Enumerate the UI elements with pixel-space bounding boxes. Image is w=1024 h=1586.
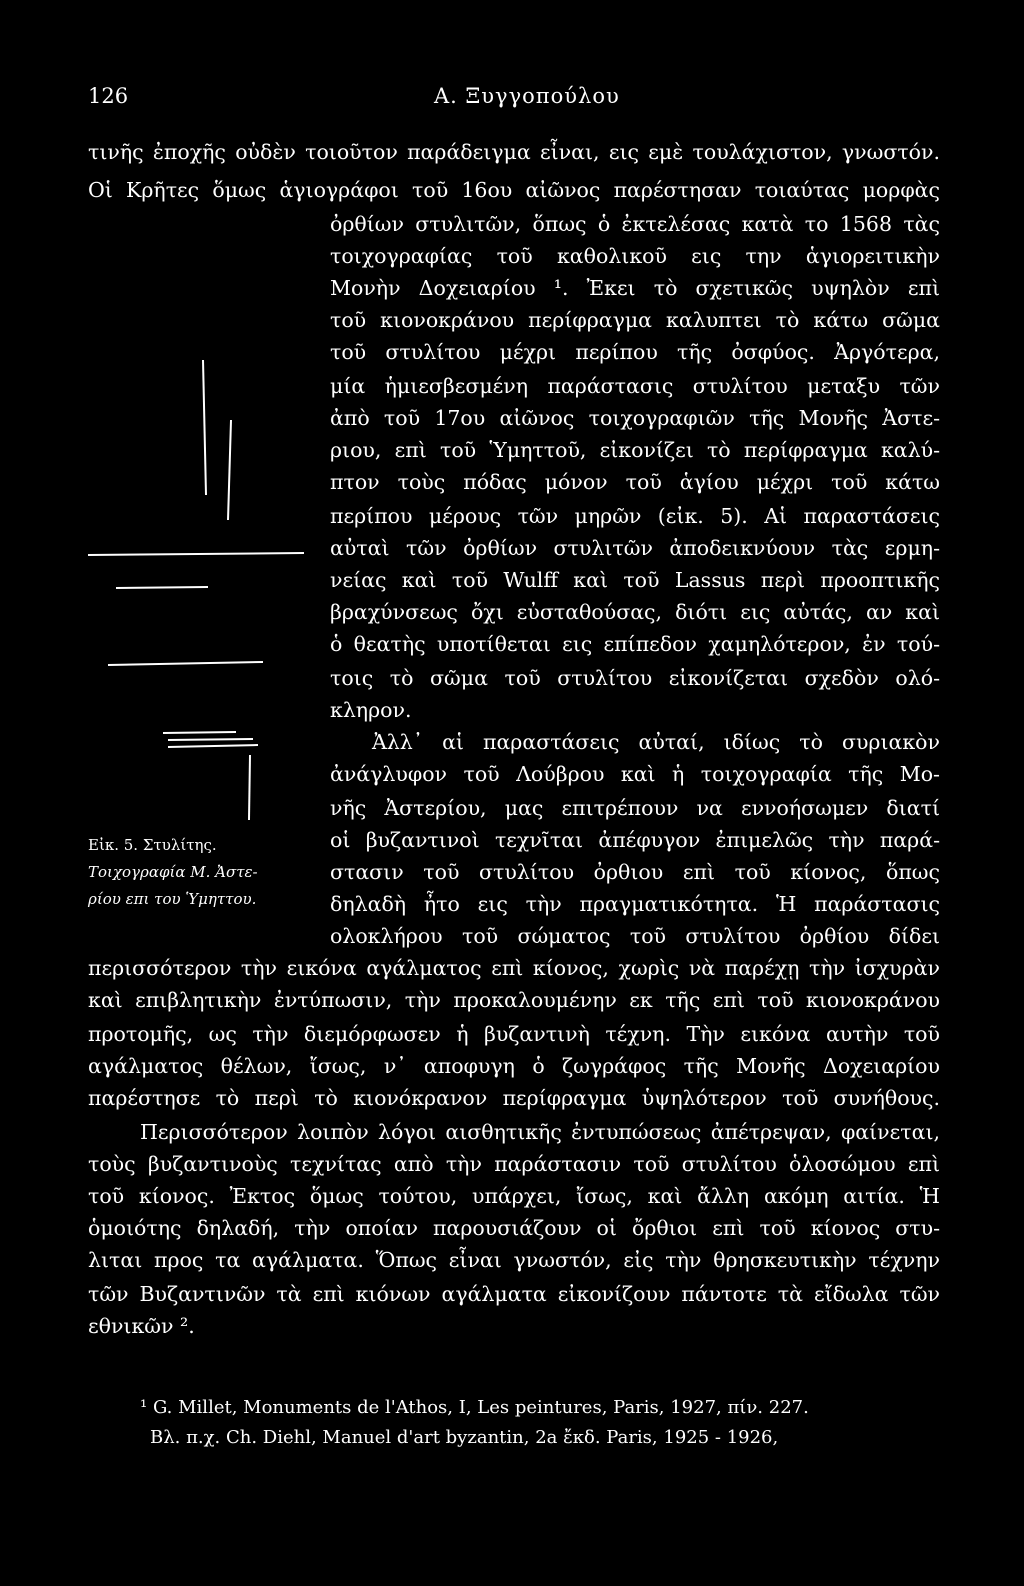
text-line: τοῦ κίονος. Ἐκτος ὅμως τούτου, υπάρχει, ἴσως, καὶ ἄλλη ακόμη αιτία. Ἡ: [88, 1184, 940, 1208]
text-line: νείας καὶ τοῦ Wulff καὶ τοῦ Lassus περὶ προοπτικῆς: [330, 568, 940, 592]
text-line: προτομῆς, ως τὴν διεμόρφωσεν ἡ βυζαντινὴ τέχνη. Τὴν εικόνα αυτὴν τοῦ: [88, 1022, 940, 1046]
figure-caption: [88, 832, 318, 913]
text-line: τοῦ κιονοκράνου περίφραγμα καλυπτει τὸ κάτω σῶμα: [330, 308, 940, 332]
text-line: αγάλματος θέλων, ἴσως, ν᾽ αποφυγη ὁ ζωγράφος τῆς Μονῆς Δοχειαρίου: [88, 1054, 940, 1078]
text-line: νῆς Ἀστερίου, μας επιτρέπουν να εννοήσωμεν διατί: [330, 796, 940, 820]
text-line: τοῦ στυλίτου μέχρι περίπου τῆς ὀσφύος. Ἀργότερα,: [330, 340, 940, 364]
text-line: κληρον.: [330, 698, 412, 722]
text-line: τοις τὸ σῶμα τοῦ στυλίτου εἰκονίζεται σχεδὸν ολό-: [330, 666, 940, 690]
page-header: [88, 84, 938, 114]
text-line: Οἱ Κρῆτες ὅμως ἁγιογράφοι τοῦ 16ου αἰῶνος παρέστησαν τοιαύτας μορφὰς: [88, 178, 940, 202]
text-line: τοὺς βυζαντινοὺς τεχνίτας απὸ τὴν παράστασιν τοῦ στυλίτου ὁλοσώμου επὶ: [88, 1152, 940, 1176]
stylite-figure-sketch: [88, 360, 318, 840]
text-line: περισσότερον τὴν εικόνα αγάλματος επὶ κίονος, χωρὶς νὰ παρέχῃ τὴν ἰσχυρὰν: [88, 956, 940, 980]
text-line: στασιν τοῦ στυλίτου ὀρθιου επὶ τοῦ κίονος, ὅπως: [330, 860, 940, 884]
running-head: Α. Ξυγγοπούλου: [434, 84, 620, 108]
text-line: εθνικῶν ².: [88, 1314, 195, 1338]
text-line: λιται προς τα αγάλματα. Ὅπως εἶναι γνωστόν, εἰς τὴν θρησκευτικὴν τέχνην: [88, 1248, 940, 1272]
caption-line: Τοιχογραφία Μ. Ἀστε-: [88, 863, 258, 881]
text-line: βραχύνσεως ὄχι εὐσταθούσας, διότι εις αὐτάς, αν καὶ: [330, 600, 940, 624]
text-line: περίπου μέρους τῶν μηρῶν (εἰκ. 5). Αἱ παραστάσεις: [330, 504, 940, 528]
text-line: ριου, επὶ τοῦ Ὑμηττοῦ, εἰκονίζει τὸ περίφραγμα καλύ-: [330, 438, 940, 462]
text-line: ἀνάγλυφον τοῦ Λούβρου καὶ ἡ τοιχογραφία τῆς Μο-: [330, 762, 940, 786]
page-number: 126: [88, 84, 129, 108]
text-line: δηλαδὴ ἦτο εις τὴν πραγματικότητα. Ἡ παράστασις: [330, 892, 940, 916]
text-line: ὀρθίων στυλιτῶν, ὅπως ὁ ἐκτελέσας κατὰ το 1568 τὰς: [330, 212, 940, 236]
caption-line: Εἰκ. 5. Στυλίτης.: [88, 836, 217, 854]
text-line: ὁ θεατὴς υποτίθεται εις επίπεδον χαμηλότερον, ἐν τού-: [330, 632, 940, 656]
sketch-lines: [88, 360, 304, 820]
text-line: Περισσότερον λοιπὸν λόγοι αισθητικῆς ἐντυπώσεως ἀπέτρεψαν, φαίνεται,: [140, 1120, 940, 1144]
text-line: παρέστησε τὸ περὶ τὸ κιονόκρανον περίφραγμα ὑψηλότερον τοῦ συνήθους.: [88, 1086, 940, 1110]
text-line: ολοκλήρου τοῦ σώματος τοῦ στυλίτου ὀρθίου δίδει: [330, 924, 940, 948]
text-line: οἱ βυζαντινοὶ τεχνῖται ἀπέφυγον ἐπιμελῶς τὴν παρά-: [330, 828, 940, 852]
text-line: ὁμοιότης δηλαδή, τὴν οποίαν παρουσιάζουν οἱ ὄρθιοι επὶ τοῦ κίονος στυ-: [88, 1216, 940, 1240]
text-line: αὐταὶ τῶν ὀρθίων στυλιτῶν ἀποδεικνύουν τὰς ερμη-: [330, 536, 940, 560]
text-line: μία ἡμιεσβεσμένη παράστασις στυλίτου μεταξυ τῶν: [330, 374, 940, 398]
footnote-2: Βλ. π.χ. Ch. Diehl, Manuel d'art byzantin, 2a ἔκδ. Paris, 1925 - 1926,: [150, 1427, 779, 1448]
caption-line: ρίου επι του Ὑμηττου.: [88, 890, 257, 908]
text-line: Ἀλλ᾽ αἱ παραστάσεις αὐταί, ιδίως τὸ συριακὸν: [372, 730, 940, 754]
text-line: τῶν Βυζαντινῶν τὰ επὶ κιόνων αγάλματα εἰκονίζουν πάντοτε τὰ εἴδωλα τῶν: [88, 1282, 940, 1306]
footnotes: [140, 1393, 809, 1453]
text-line: καὶ επιβλητικὴν ἐντύπωσιν, τὴν προκαλουμένην εκ τῆς επὶ τοῦ κιονοκράνου: [88, 988, 940, 1012]
text-line: τινῆς ἐποχῆς οὐδὲν τοιοῦτον παράδειγμα εἶναι, εις εμὲ τουλάχιστον, γνωστόν.: [88, 140, 940, 164]
text-line: πτον τοὺς πόδας μόνον τοῦ ἁγίου μέχρι τοῦ κάτω: [330, 470, 940, 494]
footnote-1: ¹ G. Millet, Monuments de l'Athos, I, Les peintures, Paris, 1927, πίν. 227.: [140, 1397, 809, 1418]
text-line: τοιχογραφίας τοῦ καθολικοῦ εις την ἁγιορειτικὴν: [330, 244, 940, 268]
text-line: ἀπὸ τοῦ 17ου αἰῶνος τοιχογραφιῶν τῆς Μονῆς Ἀστε-: [330, 406, 940, 430]
text-line: Μονὴν Δοχειαρίου ¹. Ἐκει τὸ σχετικῶς υψηλὸν επὶ: [330, 276, 940, 300]
